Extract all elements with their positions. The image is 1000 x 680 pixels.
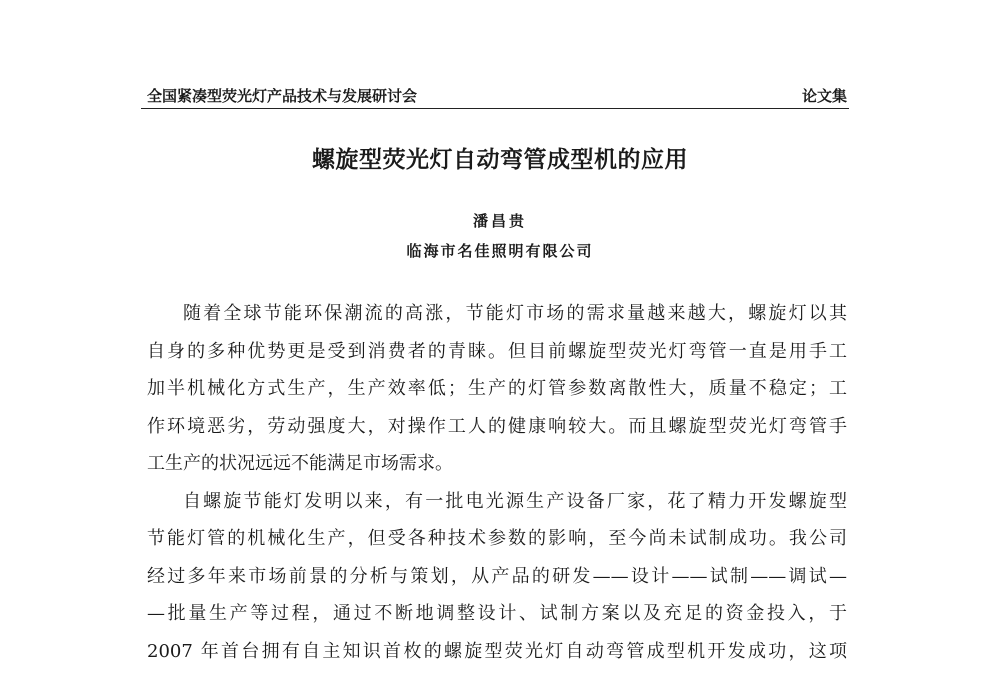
text-line: 工生产的状况远远不能满足市场需求。 xyxy=(147,453,453,474)
text-line: 经过多年来市场前景的分析与策划，从产品的研发——设计——试制——调试— xyxy=(147,565,847,587)
paper-title: 螺旋型荧光灯自动弯管成型机的应用 xyxy=(312,147,688,173)
proceedings-label: 论文集 xyxy=(801,87,847,105)
text-line: 作环境恶劣，劳动强度大，对操作工人的健康响较大。而且螺旋型荧光灯弯管手 xyxy=(147,415,847,437)
text-line: 随着全球节能环保潮流的高涨，节能灯市场的需求量越来越大，螺旋灯以其 xyxy=(183,303,847,324)
text-line: 自身的多种优势更是受到消费者的青睐。但目前螺旋型荧光灯弯管一直是用手工 xyxy=(147,340,847,362)
running-header xyxy=(147,84,847,108)
paragraph-2 xyxy=(147,483,847,671)
text-line: 加半机械化方式生产，生产效率低；生产的灯管参数离散性大，质量不稳定；工 xyxy=(147,378,847,399)
text-line: 自螺旋节能灯发明以来，有一批电光源生产设备厂家，花了精力开发螺旋型 xyxy=(183,490,847,512)
text-line: —批量生产等过程，通过不断地调整设计、试制方案以及充足的资金投入，于 xyxy=(147,603,847,624)
header-rule xyxy=(141,108,849,109)
text-line: 2007 年首台拥有自主知识首枚的螺旋型荧光灯自动弯管成型机开发成功，这项 xyxy=(147,640,847,662)
body-text xyxy=(147,295,847,670)
conference-name: 全国紧凑型荧光灯产品技术与发展研讨会 xyxy=(147,87,418,105)
text-line: 节能灯管的机械化生产，但受各种技术参数的影响，至今尚未试制成功。我公司 xyxy=(147,528,847,549)
author-name: 潘昌贵 xyxy=(472,212,527,230)
paragraph-1 xyxy=(147,295,847,483)
author-affiliation: 临海市名佳照明有限公司 xyxy=(406,242,594,260)
